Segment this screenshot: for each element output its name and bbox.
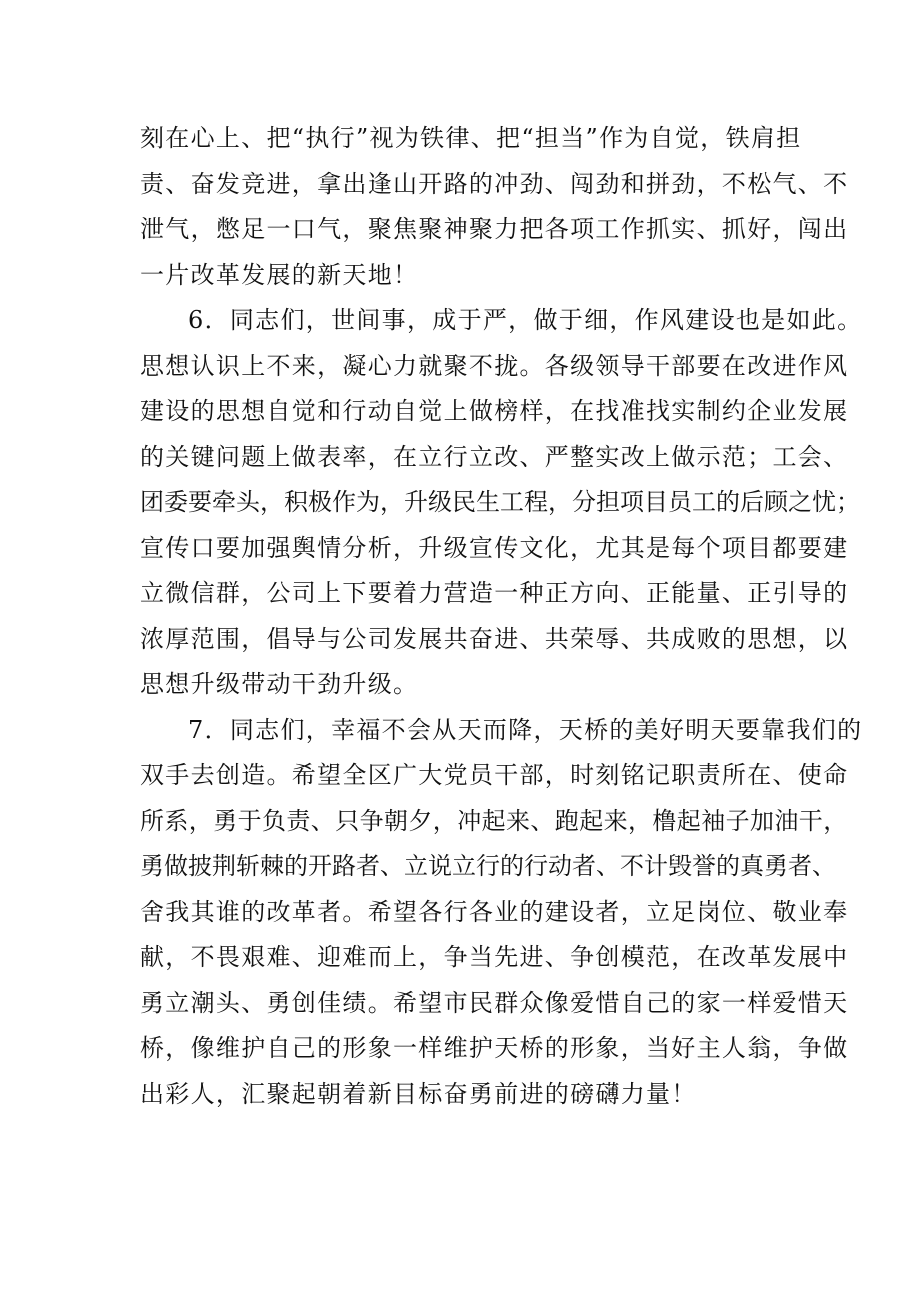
paragraph-continuation <box>140 116 849 298</box>
text-line: 泄气，憋足一口气，聚焦聚神聚力把各项工作抓实、抓好，闯出 <box>140 215 849 243</box>
text-line: 6．同志们，世间事，成于严，做于细，作风建设也是如此。 <box>188 306 863 334</box>
text-line: 舍我其谁的改革者。希望各行各业的建设者，立足岗位、敬业奉 <box>140 897 849 926</box>
text-line: 思想认识上不来，凝心力就聚不拢。各级领导干部要在改进作风 <box>140 351 849 380</box>
text-line: 宣传口要加强舆情分析，升级宣传文化，尤其是每个项目都要建 <box>140 533 849 562</box>
text-line: 责、奋发竞进，拿出逢山开路的冲劲、闯劲和拼劲，不松气、不 <box>140 169 849 198</box>
text-line: 献，不畏艰难、迎难而上，争当先进、争创模范，在改革发展中 <box>140 943 849 971</box>
text-line: 出彩人，汇聚起朝着新目标奋勇前进的磅礴力量！ <box>140 1079 697 1108</box>
text-line: 思想升级带动干劲升级。 <box>140 670 419 698</box>
text-line: 双手去创造。希望全区广大党员干部，时刻铭记职责所在、使命 <box>140 761 849 789</box>
text-line: 7．同志们，幸福不会从天而降，天桥的美好明天要靠我们的 <box>188 715 863 744</box>
text-line: 建设的思想自觉和行动自觉上做榜样，在找准找实制约企业发展 <box>140 397 849 425</box>
text-line: 浓厚范围，倡导与公司发展共奋进、共荣辱、共成败的思想，以 <box>140 624 849 653</box>
paragraph-item-7 <box>140 708 863 1118</box>
text-line: 的关键问题上做表率，在立行立改、严整实改上做示范；工会、 <box>140 442 849 471</box>
text-line: 刻在心上、把“执行”视为铁律、把“担当”作为自觉，铁肩担 <box>140 124 802 152</box>
text-line: 团委要牵头，积极作为，升级民生工程，分担项目员工的后顾之忧； <box>140 488 860 516</box>
body-text <box>140 116 863 1117</box>
paragraph-item-6 <box>140 298 863 708</box>
text-line: 勇做披荆斩棘的开路者、立说立行的行动者、不计毁誉的真勇者、 <box>140 852 836 880</box>
text-line: 一片改革发展的新天地！ <box>140 260 419 289</box>
text-line: 桥，像维护自己的形象一样维护天桥的形象，当好主人翁，争做 <box>140 1034 849 1062</box>
text-line: 立微信群，公司上下要着力营造一种正方向、正能量、正引导的 <box>140 579 849 607</box>
text-line: 勇立潮头、勇创佳绩。希望市民群众像爱惜自己的家一样爱惜天 <box>140 988 849 1017</box>
text-line: 所系，勇于负责、只争朝夕，冲起来、跑起来，橹起袖子加油干， <box>140 806 848 835</box>
